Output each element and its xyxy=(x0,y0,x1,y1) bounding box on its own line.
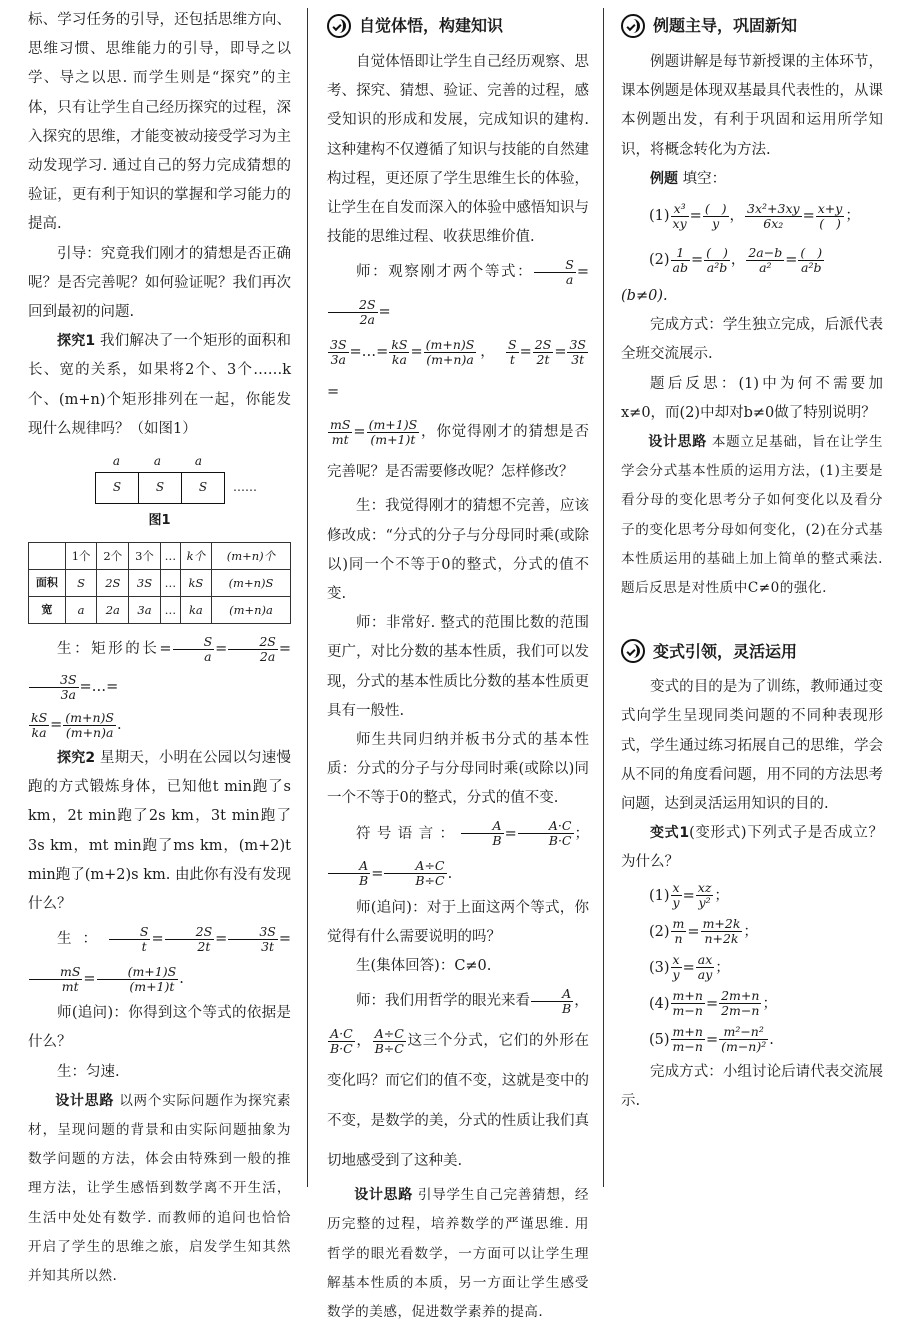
guide-paragraph: 引导：究竟我们刚才的猜想是否正确呢？是否完善呢？如何验证呢？我们再次回到最初的问题. xyxy=(28,245,291,321)
explore1-text: 我们解决了一个矩形的面积和长、宽的关系，如果将2个、3个……k个、(m+n)个矩形排列在一起，你能发现什么规律吗？（如图1） xyxy=(28,333,292,437)
complete-method-1: 完成方式：学生独立完成，后派代表全班交流展示. xyxy=(621,317,883,363)
col3-paragraph-1: 例题讲解是每节新授课的主体环节，课本例题是体现双基最具代表性的，从课本例题出发，有利于巩固和运用所学知识，将概念转化为方法. xyxy=(621,54,883,158)
explore1-label: 探究1 xyxy=(57,333,96,350)
variant-eq: (4) $\frac{m+n}{m-n}$ = $\frac{2m+n}{2m-n}$ ； xyxy=(649,988,777,1019)
variant-text: (变形式)下列式子是否成立？为什么？ xyxy=(621,825,883,871)
col2-teacher3: 师(追问)：对于上面这两个等式，你觉得有什么需要说明的吗？ xyxy=(327,899,589,945)
figure-caption: 图1 xyxy=(148,513,171,529)
table-cell: kS xyxy=(180,570,211,597)
fig-top-label: a xyxy=(112,454,121,469)
table-cell: a xyxy=(65,597,97,624)
teacher-question: 师(追问)：你得到这个等式的依据是什么？ xyxy=(28,1005,291,1051)
design-paragraph-2 xyxy=(327,1181,589,1327)
col2-student1: 生：我觉得刚才的猜想不完善，应该修改成：“分式的分子与分母同时乘(或除以)同一个不等于0的整式，分式的值不变. xyxy=(327,498,589,603)
column-1 xyxy=(28,6,291,1291)
explore2-label: 探究2 xyxy=(57,750,96,767)
explore2-text: 星期天，小明在公园以匀速慢跑的方式锻炼身体，已知他t min跑了s km，2t min跑了2s km，3t min跑了3s km，mt min跑了ms km，(m+2)t min跑了(m+2)s km. 由此你有没有发现什么？ xyxy=(28,750,292,913)
col2-teacher2: 师：非常好. 整式的范围比数的范围更广，对比分数的基本性质，我们可以发现，分式的基本性质比分数的基本性质更具有一般性. xyxy=(327,615,589,719)
table-cell: … xyxy=(160,597,180,624)
check-circle-icon xyxy=(621,14,645,38)
section-heading-text: 自觉体悟，构建知识 xyxy=(359,16,504,36)
figure-rects xyxy=(96,472,291,504)
design-label: 设计思路 xyxy=(354,1187,413,1204)
fig-rect: S xyxy=(181,472,225,504)
table-cell: … xyxy=(160,543,180,570)
col2-teacher4: 师：我们用哲学的眼光来看 $\frac{A}{B}$ ， xyxy=(356,985,589,1016)
table-cell: 2个 xyxy=(97,543,129,570)
table-cell: (m+n)S xyxy=(211,570,290,597)
variant-label: 变式1 xyxy=(650,825,690,842)
variant-eq: (2) $\frac{m}{n}$ = $\frac{m+2k}{n+2k}$ ； xyxy=(649,916,758,947)
student-speed-equation: 生： $\frac{S}{t}$ = $\frac{2S}{2t}$ = $\frac{3S}{3t}$ = $\frac{mS}{mt}$ = $\frac{(m+1)S}{(m+1)t}$ . xyxy=(28,919,291,999)
table-cell xyxy=(29,543,66,570)
col3-paragraph-2: 变式的目的是为了训练，教师通过变式向学生呈现同类问题的不同种表现形式，学生通过练习拓展自己的思维，学会从不同的角度看问题，用不同的方法思考问题，达到灵活运用知识的目的. xyxy=(621,679,883,813)
design-text: 以两个实际问题作为探究素材，呈现问题的背景和由实际问题抽象为数学问题的方法，体会由特殊到一般的推理方法，让学生感悟到数学离不开生活，生活中处处有数学. 而教师的追问也恰恰开启了学生的思维之旅，启发学生知其然并知其所以然. xyxy=(28,1092,291,1285)
example-eq-1: (1) $\frac{\text{x³}}{xy}$ = $\frac{( )}{y}$ ， $\frac{\text{3x²+3xy}}{\text{6x₂}}$ = $\frac{x+y}{( )}$ ； xyxy=(649,200,860,231)
section-heading-text: 变式引领，灵活运用 xyxy=(653,641,798,661)
variant-eq: (5) $\frac{m+n}{m-n}$ = $\frac{\text{m²−n²}}{\text{(m−n)²}}$ . xyxy=(649,1024,774,1055)
student2-prefix: 生： xyxy=(57,931,108,948)
variant-eq: (3) $\frac{x}{y}$ = $\frac{ax}{ay}$ ； xyxy=(649,952,730,983)
table-row xyxy=(29,597,291,624)
student-length-equation: 生：矩形的长= $\frac{S}{a}$ = $\frac{2S}{2a}$ = $\frac{3S}{3a}$ =…= xyxy=(28,630,291,706)
col2-summary: 师生共同归纳并板书分式的基本性质：分式的分子与分母同时乘(或除以)同一个不等于0的整式，分式的值不变. xyxy=(327,732,589,807)
table-cell: 3个 xyxy=(129,543,161,570)
teacher-observe-eq2: $\frac{mS}{mt}$ = $\frac{(m+1)S}{(m+1)t}$ ，你觉得刚才的猜想是否完善呢？是否需要修改呢？怎样修改？ xyxy=(327,416,590,481)
table-cell: 2S xyxy=(97,570,129,597)
design-label: 设计思路 xyxy=(55,1092,115,1109)
explore2-paragraph xyxy=(28,744,291,919)
table-cell: 1个 xyxy=(65,543,97,570)
check-circle-icon xyxy=(327,14,351,38)
col2-paragraph-1: 自觉体悟即让学生自己经历观察、思考、探究、猜想、验证、完善的过程，感受知识的形成和发展，完成知识的建构. 这种建构不仅遵循了知识与技能的自然建构过程，更还原了学生思维生长的体验，让学生在自发而深入的体验中感悟知识与技能的思维过程、收获思维价值. xyxy=(327,54,589,246)
reflect-paragraph: 题后反思：(1)中为何不需要加x≠0，而(2)中却对b≠0做了特别说明？ xyxy=(621,375,883,421)
table-cell: 3a xyxy=(129,597,161,624)
col2-student2: 生(集体回答)：C≠0. xyxy=(356,958,492,975)
fig-dots: …… xyxy=(233,480,257,495)
column-divider-1 xyxy=(307,8,308,1187)
student-answer: 生：匀速. xyxy=(57,1063,120,1080)
example-eq-2: (2) $\frac{1}{ab}$ = $\frac{( )}{\text{a²b}}$ ， $\frac{2a-b}{\text{a²}}$ = $\frac{( )}{\text{a²b}}$ xyxy=(649,244,823,275)
table-cell: 面积 xyxy=(29,570,66,597)
teacher-observe-eq: $\frac{3S}{3a}$ =…= $\frac{kS}{ka}$ = $\frac{(m+n)S}{(m+n)a}$ ， $\frac{S}{t}$ = $\frac{2S}{2t}$ = $\frac{3S}{3t}$ = xyxy=(327,336,586,401)
teacher4-prefix: 师：我们用哲学的眼光来看 xyxy=(356,993,530,1010)
student-length-equation-cont: $\frac{kS}{ka}$ = $\frac{(m+n)S}{(m+n)a}$ . xyxy=(31,709,122,740)
design-label: 设计思路 xyxy=(648,434,707,451)
variant-line xyxy=(621,819,883,877)
b-condition: (b≠0). xyxy=(621,288,668,305)
section-heading-text: 例题主导，巩固新知 xyxy=(653,16,798,36)
fig-top-label: a xyxy=(194,454,203,469)
student1-prefix: 生：矩形的长= xyxy=(57,641,172,658)
fig-rect: S xyxy=(95,472,139,504)
column-2 xyxy=(327,6,589,1327)
table-row xyxy=(29,570,291,597)
symbol-prefix: 符号语言： xyxy=(356,825,461,842)
col2-teacher4-cont: $\frac{A\cdot C}{B\cdot C}$ ， $\frac{A\div C}{B\div C}$ 这三个分式，它们的外形在变化吗？而它们的值不变，这就是变中的不变，是数学的美，分式的性质让我们真切地感受到了这种美. xyxy=(327,1025,590,1170)
table-row xyxy=(29,543,291,570)
example-line xyxy=(621,165,883,194)
design-paragraph-3 xyxy=(621,428,883,603)
teacher1-prefix: 师：观察刚才两个等式： xyxy=(356,264,534,281)
design-paragraph-1 xyxy=(28,1087,291,1291)
column-divider-2 xyxy=(603,8,604,1187)
figure-top-labels xyxy=(96,450,291,472)
table-cell: (m+n)个 xyxy=(211,543,290,570)
fig-top-label: a xyxy=(153,454,162,469)
check-circle-icon xyxy=(621,639,645,663)
table-cell: k个 xyxy=(180,543,211,570)
example-label: 例题 xyxy=(650,170,678,187)
section-heading-3 xyxy=(621,631,883,671)
design-text: 本题立足基础，旨在让学生学会分式基本性质的运用方法，(1)主要是看分母的变化思考分子如何变化以及看分子的变化思考分母如何变化，(2)在分式基本性质运用的基础上加上简单的整式乘法. 题后反思是对性质中C≠0的强化. xyxy=(621,434,883,597)
table-cell: 3S xyxy=(129,570,161,597)
table-cell: 2a xyxy=(97,597,129,624)
symbol-language: 符号语言： $\frac{A}{B}$ = $\frac{A\cdot C}{B\cdot C}$ ； $\frac{A}{B}$ = $\frac{A\div C}{B\div C}$ . xyxy=(327,814,589,894)
area-width-table xyxy=(28,542,291,624)
example-text: 填空： xyxy=(682,170,727,187)
column-3 xyxy=(621,6,883,1116)
teacher-observe: 师：观察刚才两个等式： $\frac{S}{a}$ = $\frac{2S}{2a}$ = xyxy=(327,252,589,332)
fig-rect: S xyxy=(138,472,182,504)
complete-method-2: 完成方式：小组讨论后请代表交流展示. xyxy=(621,1063,883,1109)
table-cell: ka xyxy=(180,597,211,624)
table-cell: … xyxy=(160,570,180,597)
design-text: 引导学生自己完善猜想，经历完整的过程，培养数学的严谨思维. 用哲学的眼光看数学，一方面可以让学生理解基本性质的本质，另一方面让学生感受数学的美感，促进数学素养的提高. xyxy=(327,1187,589,1321)
table-cell: 宽 xyxy=(29,597,66,624)
teacher4-mid: 这三个分式，它们的外形在变化吗？而它们的值不变，这就是变中的不变，是数学的美，分式的性质让我们真切地感受到了这种美. xyxy=(327,1033,590,1170)
section-heading-2 xyxy=(621,6,883,46)
variant-equations xyxy=(621,878,883,1058)
intro-paragraph: 标、学习任务的引导，还包括思维方向、思维习惯、思维能力的引导，即导之以学、导之以思. 而学生则是“探究”的主体，只有让学生自己经历探究的过程，深入探究的思维，才能变被动接受学习为主动发现学习. 通过自己的努力完成猜想的验证，更有利于知识的掌握和学习能力的提高. xyxy=(28,12,291,233)
table-cell: S xyxy=(65,570,97,597)
table-cell: (m+n)a xyxy=(211,597,290,624)
figure-1 xyxy=(28,450,291,538)
section-heading-1 xyxy=(327,6,589,46)
variant-eq: (1) $\frac{x}{y}$ = $\frac{xz}{\text{y²}}$ ； xyxy=(649,880,729,911)
teacher1-suffix: 你觉得刚才的猜想是否完善呢？是否需要修改呢？怎样修改？ xyxy=(327,424,590,481)
explore1-paragraph xyxy=(28,327,291,444)
